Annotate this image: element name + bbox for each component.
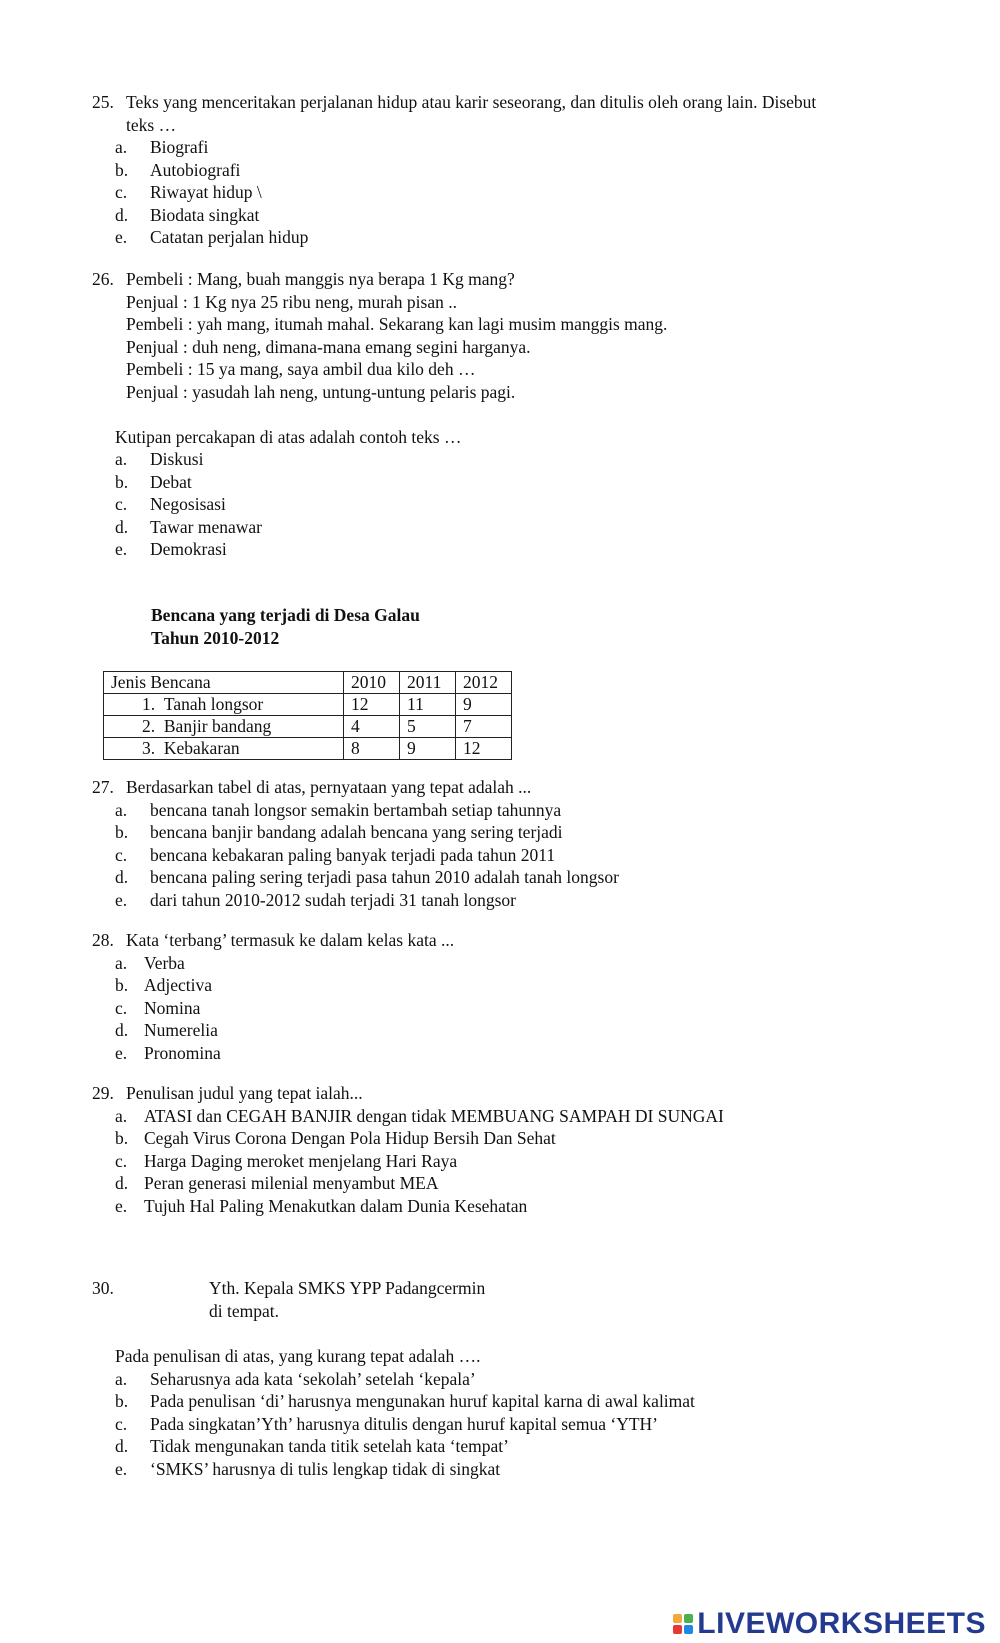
- disaster-table: [103, 671, 512, 760]
- question-25: [92, 91, 922, 249]
- table-title: [151, 604, 420, 649]
- answer-option-d[interactable]: d. Tawar menawar: [115, 516, 262, 537]
- question-29: [92, 1082, 922, 1217]
- address-line-2: di tempat.: [209, 1300, 279, 1321]
- question-number: 26.: [92, 269, 114, 289]
- dialogue-line: Penjual : duh neng, dimana-mana emang segini harganya.: [126, 336, 531, 357]
- table-cell: 9: [456, 694, 512, 716]
- question-stem: Kata ‘terbang’ termasuk ke dalam kelas kata ...: [126, 930, 455, 950]
- question-stem: Penulisan judul yang tepat ialah...: [126, 1083, 363, 1103]
- answer-option-c[interactable]: c. bencana kebakaran paling banyak terjadi pada tahun 2011: [115, 844, 556, 865]
- table-row: [104, 694, 512, 716]
- logo-text: LIVEWORKSHEETS: [697, 1606, 986, 1640]
- address-line-1: Yth. Kepala SMKS YPP Padangcermin: [209, 1278, 486, 1298]
- answer-option-c[interactable]: c. Harga Daging meroket menjelang Hari Raya: [115, 1150, 458, 1171]
- table-title-line-2: Tahun 2010-2012: [151, 627, 280, 648]
- table-cell: 8: [344, 738, 400, 760]
- answer-option-d[interactable]: d. bencana paling sering terjadi pasa tahun 2010 adalah tanah longsor: [115, 867, 619, 887]
- question-number: 27.: [92, 777, 114, 797]
- question-30: [92, 1277, 486, 1321]
- table-cell: 3. Kebakaran: [104, 738, 344, 760]
- answer-option-b[interactable]: b. Adjectiva: [115, 975, 213, 995]
- question-stem-line-1: Teks yang menceritakan perjalanan hidup atau karir seseorang, dan ditulis oleh orang lain. Disebut: [126, 92, 817, 112]
- dialogue-line: Pembeli : yah mang, itumah mahal. Sekarang kan lagi musim manggis mang.: [126, 314, 668, 334]
- answer-option-b[interactable]: b. Autobiografi: [115, 159, 241, 180]
- table-cell: 2. Banjir bandang: [104, 716, 344, 738]
- answer-options: [115, 1368, 945, 1481]
- answer-option-c[interactable]: c. Nomina: [115, 997, 201, 1018]
- table-cell: 4: [344, 716, 400, 738]
- question-30-body: [115, 1345, 945, 1480]
- answer-option-e[interactable]: e. Demokrasi: [115, 539, 227, 559]
- answer-option-c[interactable]: c. Pada singkatan’Yth’ harusnya ditulis dengan huruf kapital semua ‘YTH’: [115, 1413, 659, 1434]
- dialogue-line: Penjual : yasudah lah neng, untung-untung pelaris pagi.: [126, 381, 516, 402]
- answer-option-b[interactable]: b. Pada penulisan ‘di’ harusnya mengunakan huruf kapital karna di awal kalimat: [115, 1391, 695, 1411]
- header-cell: 2010: [344, 672, 400, 694]
- question-stem: Berdasarkan tabel di atas, pernyataan yang tepat adalah ...: [126, 777, 532, 797]
- question-prompt: Pada penulisan di atas, yang kurang tepat adalah ….: [115, 1346, 481, 1366]
- answer-option-e[interactable]: e. Pronomina: [115, 1042, 221, 1063]
- table-cell: 7: [456, 716, 512, 738]
- question-prompt: Kutipan percakapan di atas adalah contoh teks …: [115, 426, 462, 447]
- question-number: 25.: [92, 92, 114, 112]
- answer-options: [115, 136, 922, 249]
- answer-option-e[interactable]: e. Tujuh Hal Paling Menakutkan dalam Dunia Kesehatan: [115, 1195, 528, 1216]
- dialogue: [126, 268, 922, 403]
- dialogue-line: Pembeli : 15 ya mang, saya ambil dua kilo deh …: [126, 359, 476, 379]
- dialogue-line: Pembeli : Mang, buah manggis nya berapa 1 Kg mang?: [126, 269, 515, 289]
- logo-icon: [673, 1614, 693, 1634]
- question-27: [92, 776, 922, 911]
- table-header-row: [104, 672, 512, 694]
- dialogue-line: Penjual : 1 Kg nya 25 ribu neng, murah pisan ..: [126, 291, 457, 312]
- answer-option-a[interactable]: a. Verba: [115, 952, 185, 973]
- table-cell: 9: [400, 738, 456, 760]
- answer-option-b[interactable]: b. bencana banjir bandang adalah bencana yang sering terjadi: [115, 822, 563, 842]
- answer-option-d[interactable]: d. Tidak mengunakan tanda titik setelah kata ‘tempat’: [115, 1436, 509, 1456]
- question-number: 29.: [92, 1083, 114, 1103]
- table-row: [104, 716, 512, 738]
- table-cell: 12: [344, 694, 400, 716]
- header-cell: 2011: [400, 672, 456, 694]
- answer-option-a[interactable]: a. Biografi: [115, 137, 209, 157]
- liveworksheets-logo[interactable]: [673, 1606, 986, 1640]
- question-stem-line-2: teks …: [126, 114, 177, 135]
- answer-option-a[interactable]: a. Seharusnya ada kata ‘sekolah’ setelah ‘kepala’: [115, 1368, 476, 1389]
- answer-option-d[interactable]: d. Biodata singkat: [115, 204, 260, 225]
- answer-option-a[interactable]: a. ATASI dan CEGAH BANJIR dengan tidak MEMBUANG SAMPAH DI SUNGAI: [115, 1105, 724, 1126]
- table-cell: 12: [456, 738, 512, 760]
- answer-options: [115, 952, 922, 1065]
- answer-option-b[interactable]: b. Cegah Virus Corona Dengan Pola Hidup Bersih Dan Sehat: [115, 1128, 556, 1148]
- answer-options: [115, 448, 922, 561]
- table-cell: 11: [400, 694, 456, 716]
- answer-option-d[interactable]: d. Numerelia: [115, 1020, 218, 1040]
- answer-option-c[interactable]: c. Negosisasi: [115, 494, 226, 514]
- table-cell: 5: [400, 716, 456, 738]
- header-cell: 2012: [456, 672, 512, 694]
- table-title-line-1: Bencana yang terjadi di Desa Galau: [151, 605, 420, 625]
- answer-option-a[interactable]: a. bencana tanah longsor semakin bertambah setiap tahunnya: [115, 799, 562, 820]
- answer-options: [115, 799, 922, 912]
- answer-option-b[interactable]: b. Debat: [115, 471, 192, 492]
- question-28: [92, 929, 922, 1064]
- answer-option-a[interactable]: a. Diskusi: [115, 449, 204, 469]
- answer-options: [115, 1105, 922, 1218]
- answer-option-e[interactable]: e. Catatan perjalan hidup: [115, 227, 309, 247]
- letter-address: [209, 1277, 485, 1322]
- header-cell: Jenis Bencana: [104, 672, 344, 694]
- table-row: [104, 738, 512, 760]
- answer-option-c[interactable]: c. Riwayat hidup \: [115, 182, 262, 202]
- table-cell: 1. Tanah longsor: [104, 694, 344, 716]
- question-number: 28.: [92, 930, 114, 950]
- answer-option-e[interactable]: e. ‘SMKS’ harusnya di tulis lengkap tidak di singkat: [115, 1458, 501, 1479]
- question-26: [92, 268, 922, 561]
- answer-option-e[interactable]: e. dari tahun 2010-2012 sudah terjadi 31 tanah longsor: [115, 889, 516, 910]
- question-number: 30.: [92, 1278, 114, 1298]
- answer-option-d[interactable]: d. Peran generasi milenial menyambut MEA: [115, 1173, 439, 1193]
